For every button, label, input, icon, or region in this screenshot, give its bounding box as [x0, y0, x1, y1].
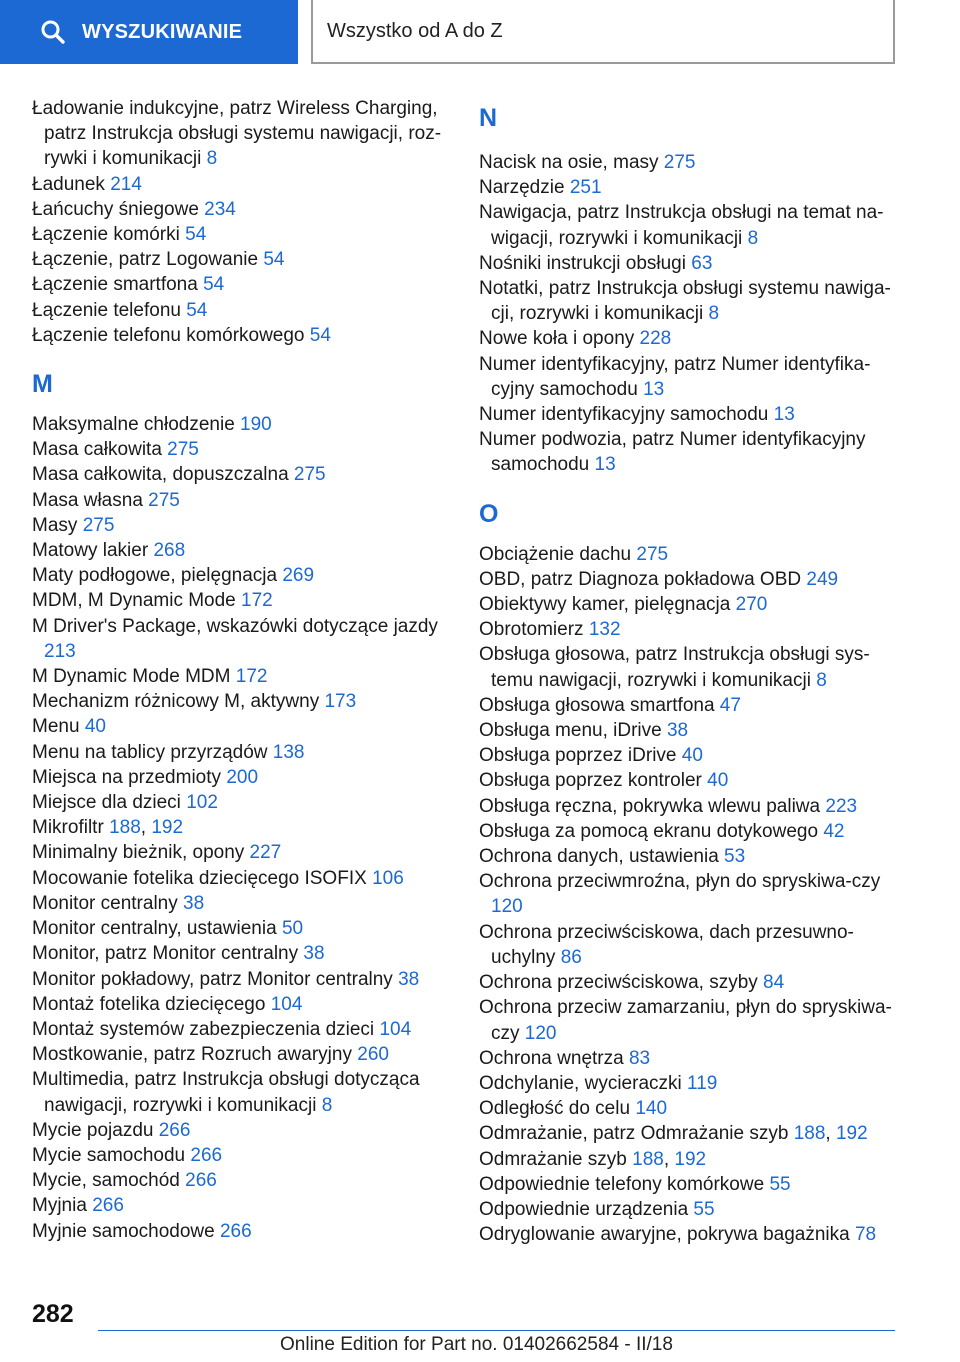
page-reference-link[interactable]: 192 — [674, 1148, 707, 1170]
index-entry-text: Narzędzie — [479, 177, 565, 199]
page-reference-link[interactable]: 8 — [747, 227, 759, 249]
index-entry — [479, 1046, 899, 1071]
index-entry — [32, 96, 452, 172]
index-entry: Mikrofiltr 188, 192 — [32, 817, 184, 839]
index-entry-text: Montaż systemów zabezpieczenia dzieci — [32, 1018, 375, 1040]
index-entry-text: OBD, patrz Diagnoza pokładowa OBD — [479, 568, 802, 590]
index-entry-text: Ochrona przeciwściskowa, szyby — [479, 972, 758, 994]
page-reference-link[interactable]: 227 — [249, 842, 282, 864]
index-entry-text: Odpowiednie telefony komórkowe — [479, 1173, 765, 1195]
page-reference-link[interactable]: 172 — [241, 590, 273, 612]
index-entry-text: Masy — [32, 514, 78, 536]
index-letter-heading: N — [479, 104, 498, 132]
index-entry-text: Monitor pokładowy, patrz Monitor centralny — [32, 968, 393, 990]
index-entry — [479, 642, 899, 692]
page-reference-link[interactable]: 8 — [708, 303, 720, 325]
page-reference-link[interactable]: 275 — [148, 489, 180, 511]
index-entry — [479, 995, 899, 1045]
index-entry: Odmrażanie, patrz Odmrażanie szyb 188, 192 — [479, 1123, 868, 1145]
index-entry — [32, 172, 452, 197]
index-entry-text: Myjnia — [32, 1195, 87, 1217]
page-reference-link[interactable]: 223 — [825, 795, 858, 817]
index-entry-text: Miejsca na przedmioty — [32, 766, 222, 788]
page-reference-link[interactable]: 275 — [636, 543, 669, 565]
index-entry-text: Obiektywy kamer, pielęgnacja — [479, 594, 731, 616]
index-entry — [32, 1118, 452, 1143]
index-entry-text: Nacisk na osie, masy — [479, 152, 659, 173]
index-entry — [32, 891, 452, 916]
index-entry-text: Ochrona przeciw zamarzaniu, płyn do spryskiwa-czy — [479, 997, 892, 1044]
page-reference-link[interactable]: 275 — [82, 514, 115, 536]
index-entry — [32, 298, 452, 323]
page-reference-link[interactable]: 54 — [263, 249, 285, 271]
index-entry-text: Multimedia, patrz Instrukcja obsługi dotycząca nawigacji, rozrywki i komunikacji — [32, 1069, 420, 1116]
index-entry-text: Ochrona wnętrza — [479, 1047, 624, 1069]
index-entry-text: Odchylanie, wycieraczki — [479, 1072, 682, 1094]
index-entry-text: Mechanizm różnicowy M, aktywny — [32, 691, 320, 713]
search-tab-label: WYSZUKIWANIE — [82, 20, 243, 43]
page-reference-link[interactable]: 213 — [44, 640, 76, 662]
index-entry — [32, 614, 452, 664]
page-reference-link[interactable]: 140 — [635, 1098, 668, 1120]
page-reference-link[interactable]: 173 — [324, 691, 357, 713]
a-to-z-tab-label: Wszystko od A do Z — [327, 19, 503, 42]
page-reference-link[interactable]: 47 — [719, 694, 741, 716]
index-entry — [32, 689, 452, 714]
index-entry — [32, 1143, 452, 1168]
page-reference-link[interactable]: 38 — [303, 943, 325, 965]
index-entry-text: Mostkowanie, patrz Rozruch awaryjny — [32, 1044, 352, 1066]
index-entry — [479, 693, 899, 718]
index-entry — [479, 1222, 899, 1247]
index-entry-text: Maty podłogowe, pielęgnacja — [32, 565, 278, 587]
index-entry — [32, 1067, 452, 1117]
page-reference-link[interactable]: 54 — [186, 299, 208, 321]
index-entry — [32, 916, 452, 941]
index-entry-text: Łączenie telefonu komórkowego — [32, 324, 305, 346]
page-reference-link[interactable]: 120 — [524, 1022, 557, 1044]
index-entry-text: Ochrona danych, ustawienia — [479, 846, 719, 868]
index-entry — [479, 200, 899, 250]
page-reference-link[interactable]: 260 — [357, 1044, 389, 1066]
page-reference-link[interactable]: 192 — [835, 1123, 868, 1145]
page-reference-link[interactable]: 275 — [167, 439, 199, 461]
index-entry — [32, 967, 452, 992]
page-reference-link[interactable]: 106 — [372, 867, 404, 889]
page-reference-link[interactable]: 234 — [204, 198, 236, 220]
index-entry-text: Minimalny bieżnik, opony — [32, 842, 245, 864]
index-letter-heading: O — [479, 499, 499, 528]
a-to-z-tab[interactable] — [311, 0, 895, 64]
index-entry-text: Numer identyfikacyjny, patrz Numer identyfika-cyjny samochodu — [479, 353, 871, 400]
page-reference-link[interactable]: 13 — [643, 378, 665, 400]
index-entry-text: Łączenie komórki — [32, 224, 180, 246]
page-reference-link[interactable]: 228 — [639, 328, 672, 350]
page-reference-link[interactable]: 55 — [693, 1198, 715, 1220]
index-entry — [32, 222, 452, 247]
index-entry-text: Ładowanie indukcyjne, patrz Wireless Charging, patrz Instrukcja obsługi systemu nawigacji, roz-rywki i komunikacji — [32, 98, 442, 170]
index-entry-text: Nawigacja, patrz Instrukcja obsługi na temat na-wigacji, rozrywki i komunikacji — [479, 202, 884, 249]
index-entry — [32, 1219, 452, 1244]
index-entry-text: Obsługa poprzez kontroler — [479, 770, 702, 792]
index-entry-text: Odległość do celu — [479, 1098, 631, 1120]
page-reference-link[interactable]: 269 — [282, 565, 315, 587]
top-navigation — [0, 0, 960, 66]
page-reference-link[interactable]: 266 — [219, 1220, 252, 1242]
page-reference-link[interactable]: 266 — [158, 1119, 191, 1141]
page-reference-link[interactable]: 50 — [281, 918, 304, 940]
index-entry — [32, 588, 452, 613]
page-number: 282 — [32, 1300, 74, 1328]
index-entry — [32, 272, 452, 297]
page-reference-link[interactable]: 268 — [153, 540, 186, 562]
index-entry-text: Obciążenie dachu — [479, 543, 632, 565]
index-entry-text: Mycie samochodu — [32, 1144, 186, 1166]
index-entry — [32, 840, 452, 865]
index-entry — [32, 323, 452, 348]
page-reference-link[interactable]: 190 — [240, 414, 272, 436]
index-entry — [32, 664, 452, 689]
index-entry-text: Mikrofiltr — [32, 817, 104, 839]
index-entry — [32, 247, 452, 272]
page-reference-link[interactable]: 40 — [707, 770, 729, 792]
index-entry-text: Łańcuchy śniegowe — [32, 198, 199, 220]
page-reference-link[interactable]: 138 — [272, 741, 305, 763]
index-entry — [479, 427, 899, 477]
index-entry-text: Łączenie, patrz Logowanie — [32, 249, 259, 271]
index-entry — [479, 869, 899, 919]
page-reference-link[interactable]: 102 — [186, 792, 218, 814]
index-entry — [479, 920, 899, 970]
index-entry: Odmrażanie szyb 188, 192 — [479, 1148, 707, 1170]
index-entry — [32, 538, 452, 563]
index-entry — [479, 970, 899, 995]
index-entry-text: Odryglowanie awaryjne, pokrywa bagażnika — [479, 1224, 850, 1246]
index-entry — [32, 1017, 452, 1042]
index-entry — [479, 150, 899, 175]
index-entry — [32, 1042, 452, 1067]
index-entry — [479, 352, 899, 402]
index-entry-text: Numer podwozia, patrz Numer identyfikacyjny samochodu — [479, 429, 866, 476]
index-entry — [32, 765, 452, 790]
index-entry — [479, 794, 899, 819]
page-reference-link[interactable]: 54 — [203, 274, 225, 296]
index-entry — [479, 1197, 899, 1222]
page-reference-link[interactable]: 275 — [663, 152, 696, 173]
index-entry — [32, 992, 452, 1017]
page-reference-link[interactable]: 8 — [206, 148, 218, 170]
page-reference-link[interactable]: 38 — [398, 968, 420, 990]
index-entry — [479, 617, 899, 642]
page-reference-link[interactable]: 63 — [691, 252, 713, 274]
index-entry — [32, 437, 452, 462]
index-entry — [479, 567, 899, 592]
index-entry — [32, 941, 452, 966]
index-entry-text: Obsługa menu, iDrive — [479, 720, 662, 742]
index-entry — [32, 1193, 452, 1218]
index-entry-text: Masa całkowita — [32, 439, 162, 461]
index-entry-text: Menu — [32, 716, 80, 738]
index-entry-text: Obrotomierz — [479, 619, 584, 641]
index-entry-text: Ochrona przeciwściskowa, dach przesuwno-uchylny — [479, 921, 854, 968]
index-entry-text: Matowy lakier — [32, 540, 149, 562]
page-reference-link[interactable]: 275 — [293, 464, 326, 486]
page-reference-link[interactable]: 55 — [769, 1173, 791, 1195]
index-entry — [32, 462, 452, 487]
index-entry-text: Myjnie samochodowe — [32, 1220, 215, 1242]
index-entry-text: Montaż fotelika dziecięcego — [32, 993, 266, 1015]
index-entry — [479, 592, 899, 617]
page-reference-link[interactable]: 84 — [763, 972, 785, 994]
index-entry-text: Obsługa głosowa smartfona — [479, 694, 715, 716]
index-entry — [479, 768, 899, 793]
page-reference-link[interactable]: 188 — [632, 1148, 664, 1170]
index-entry — [479, 718, 899, 743]
index-entry-text: Numer identyfikacyjny samochodu — [479, 404, 769, 426]
index-entry-text: Łączenie smartfona — [32, 274, 198, 296]
page-reference-link[interactable]: 214 — [110, 173, 142, 195]
index-entry-text: Maksymalne chłodzenie — [32, 414, 235, 436]
page-reference-link[interactable]: 188 — [793, 1123, 826, 1145]
index-entry-text: Notatki, patrz Instrukcja obsługi systemu nawiga-cji, rozrywki i komunikacji — [479, 278, 891, 325]
index-entry — [32, 740, 452, 765]
page-reference-link[interactable]: 192 — [151, 817, 184, 839]
page-reference-link[interactable]: 251 — [569, 177, 602, 199]
page-reference-link[interactable]: 38 — [666, 720, 689, 742]
page-reference-link[interactable]: 104 — [379, 1018, 412, 1040]
index-entry-text: Monitor centralny, ustawienia — [32, 918, 277, 940]
index-entry-text: Obsługa ręczna, pokrywka wlewu paliwa — [479, 795, 821, 817]
page-reference-link[interactable]: 8 — [321, 1094, 333, 1116]
index-entry — [479, 1071, 899, 1096]
index-entry — [479, 1096, 899, 1121]
index-entry — [32, 866, 452, 891]
index-entry-text: Miejsce dla dzieci — [32, 792, 181, 814]
footer-edition-text: Online Edition for Part no. 01402662584 - II/18 — [280, 1334, 673, 1355]
page-reference-link[interactable]: 40 — [84, 716, 106, 738]
index-entry-text: Nośniki instrukcji obsługi — [479, 252, 686, 274]
index-entry-text: Monitor centralny — [32, 892, 178, 914]
index-entry-text: Obsługa poprzez iDrive — [479, 745, 677, 767]
index-entry-text: M Dynamic Mode MDM — [32, 666, 231, 688]
index-entry-text: Mycie, samochód — [32, 1170, 180, 1192]
index-entry-text: Mycie pojazdu — [32, 1119, 154, 1141]
page-reference-link[interactable]: 38 — [183, 892, 205, 914]
page-reference-link[interactable]: 270 — [735, 594, 768, 616]
index-letter-heading: M — [32, 370, 53, 399]
page-reference-link[interactable]: 13 — [594, 454, 616, 476]
index-entry — [479, 743, 899, 768]
page-reference-link[interactable]: 188 — [109, 817, 141, 839]
index-entry — [479, 1172, 899, 1197]
index-entry — [32, 197, 452, 222]
page-reference-link[interactable]: 13 — [773, 404, 795, 426]
page-reference-link[interactable]: 266 — [190, 1144, 223, 1166]
page-reference-link[interactable]: 78 — [854, 1224, 877, 1246]
index-entry-text: Masa własna — [32, 489, 143, 511]
index-entry-text: Nowe koła i opony — [479, 328, 635, 350]
index-entry-text: Masa całkowita, dopuszczalna — [32, 464, 289, 486]
page-reference-link[interactable]: 266 — [92, 1195, 124, 1217]
index-entry — [479, 326, 899, 351]
index-entry-text: Odpowiednie urządzenia — [479, 1198, 689, 1220]
index-entry — [32, 1168, 452, 1193]
search-tab[interactable] — [0, 0, 298, 64]
page-reference-link[interactable]: 266 — [185, 1170, 217, 1192]
index-entry-text: Odmrażanie, patrz Odmrażanie szyb — [479, 1123, 789, 1145]
index-entry-text: Ochrona przeciwmroźna, płyn do spryskiwa-czy — [479, 871, 881, 893]
page-reference-link[interactable]: 249 — [806, 568, 839, 590]
index-entry-text: M Driver's Package, wskazówki dotyczące jazdy — [32, 615, 438, 637]
page-reference-link[interactable]: 120 — [491, 896, 523, 918]
search-icon — [40, 19, 66, 45]
page-reference-link[interactable]: 40 — [681, 745, 703, 767]
page-reference-link[interactable]: 132 — [588, 619, 621, 641]
index-entry — [479, 276, 899, 326]
index-column-right — [479, 96, 899, 1247]
index-entry — [479, 542, 899, 567]
index-entry — [479, 402, 899, 427]
index-entry-text: Odmrażanie szyb — [479, 1148, 627, 1170]
page-reference-link[interactable]: 54 — [309, 324, 331, 346]
index-entry-text: Ładunek — [32, 173, 105, 195]
index-entry — [479, 251, 899, 276]
index-entry-text: Obsługa głosowa, patrz Instrukcja obsługi sys-temu nawigacji, rozrywki i komunikacji — [479, 644, 870, 691]
index-entry — [32, 714, 452, 739]
index-entry-text: Łączenie telefonu — [32, 299, 181, 321]
index-entry-text: Monitor, patrz Monitor centralny — [32, 943, 299, 965]
page-reference-link[interactable]: 119 — [687, 1072, 718, 1094]
page-reference-link[interactable]: 54 — [185, 224, 207, 246]
page-reference-link[interactable]: 8 — [816, 669, 827, 691]
index-entry-text: Obsługa za pomocą ekranu dotykowego — [479, 820, 819, 842]
page-reference-link[interactable]: 53 — [724, 846, 746, 868]
index-entry — [32, 513, 452, 538]
page-reference-link[interactable]: 200 — [226, 766, 259, 788]
index-entry — [32, 488, 452, 513]
index-entry — [479, 175, 899, 200]
index-entry — [32, 412, 452, 437]
index-entry — [479, 844, 899, 869]
index-entry — [32, 790, 452, 815]
page-reference-link[interactable]: 42 — [823, 820, 845, 842]
index-entry — [32, 563, 452, 588]
index-entry-text: MDM, M Dynamic Mode — [32, 590, 236, 612]
page-reference-link[interactable]: 104 — [270, 993, 303, 1015]
index-entry-text: Mocowanie fotelika dziecięcego ISOFIX — [32, 867, 367, 889]
page-reference-link[interactable]: 83 — [628, 1047, 651, 1069]
index-column-left — [32, 96, 452, 1244]
footer-divider — [98, 1330, 895, 1331]
index-entry — [479, 819, 899, 844]
page-reference-link[interactable]: 172 — [235, 666, 268, 688]
page-reference-link[interactable]: 86 — [560, 946, 582, 968]
index-entry-text: Menu na tablicy przyrządów — [32, 741, 268, 763]
